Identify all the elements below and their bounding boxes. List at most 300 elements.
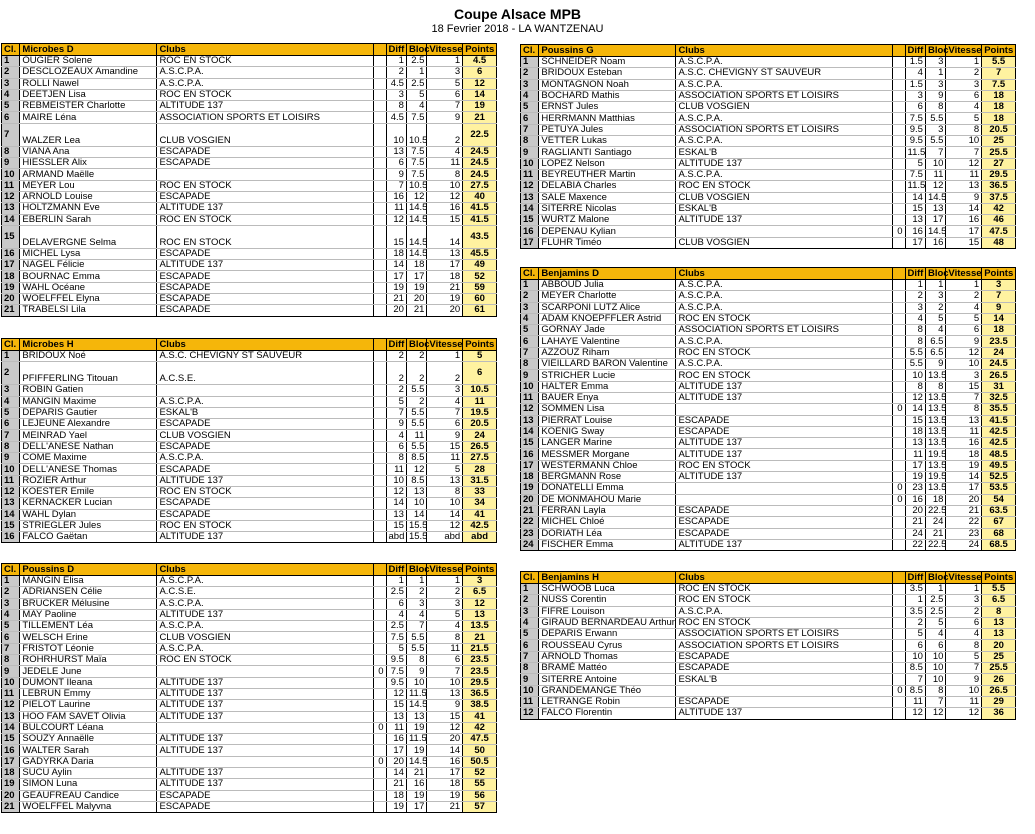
bloc-cell: 2: [406, 396, 426, 407]
col-header-clubs: Clubs: [676, 45, 893, 57]
club-name: ESKAL'B: [676, 203, 893, 214]
extra-cell: [374, 419, 386, 430]
extra-cell: [893, 158, 905, 169]
vitesse-cell: 20: [427, 305, 463, 316]
table-row: [2, 632, 497, 643]
athlete-name: EBERLIN Sarah: [20, 214, 157, 225]
athlete-name: SITERRE Antoine: [539, 674, 676, 685]
extra-cell: [374, 779, 386, 790]
points-cell: 61: [463, 305, 497, 316]
club-name: A.S.C.P.A.: [157, 453, 374, 464]
points-cell: 25: [982, 651, 1016, 662]
athlete-name: DEETJEN Lisa: [20, 89, 157, 100]
rank-cell: 7: [2, 430, 20, 441]
table-row: [2, 271, 497, 282]
club-name: [676, 226, 893, 237]
athlete-name: STRICHER Lucie: [539, 370, 676, 381]
col-header-blank: [374, 44, 386, 56]
vitesse-cell: 23: [946, 528, 982, 539]
vitesse-cell: 9: [946, 336, 982, 347]
extra-cell: [374, 655, 386, 666]
rank-cell: 6: [2, 632, 20, 643]
diff-cell: 2: [905, 291, 925, 302]
extra-cell: [374, 532, 386, 543]
col-header-bloc: Bloc: [406, 44, 426, 56]
diff-cell: 20: [386, 305, 406, 316]
club-name: ROC EN STOCK: [676, 313, 893, 324]
extra-cell: [893, 181, 905, 192]
col-header-blank: [893, 268, 905, 280]
athlete-name: SITERRE Nicolas: [539, 203, 676, 214]
bloc-cell: 7.5: [406, 112, 426, 123]
rank-cell: 18: [2, 768, 20, 779]
extra-cell: [374, 441, 386, 452]
vitesse-cell: 8: [427, 169, 463, 180]
rank-cell: 8: [521, 663, 539, 674]
points-cell: 33: [463, 486, 497, 497]
bloc-cell: 9: [925, 90, 945, 101]
athlete-name: DUMONT Ileana: [20, 677, 157, 688]
extra-cell: [374, 305, 386, 316]
table-row: [521, 57, 1016, 68]
extra-cell: [893, 629, 905, 640]
diff-cell: 4: [386, 609, 406, 620]
diff-cell: 17: [905, 460, 925, 471]
vitesse-cell: 4: [946, 102, 982, 113]
bloc-cell: 5.5: [406, 419, 426, 430]
athlete-name: BRIDOUX Noé: [20, 351, 157, 362]
points-cell: 27: [982, 158, 1016, 169]
athlete-name: NUSS Corentin: [539, 595, 676, 606]
points-cell: 46: [982, 215, 1016, 226]
bloc-cell: 12: [925, 708, 945, 719]
rank-cell: 3: [521, 606, 539, 617]
rank-cell: 17: [521, 237, 539, 248]
table-row: [521, 696, 1016, 707]
diff-cell: 6: [905, 640, 925, 651]
club-name: A.S.C.P.A.: [157, 643, 374, 654]
athlete-name: WAHL Océane: [20, 282, 157, 293]
vitesse-cell: 16: [427, 203, 463, 214]
extra-cell: 0: [893, 685, 905, 696]
extra-cell: [893, 595, 905, 606]
athlete-name: FIFRE Louison: [539, 606, 676, 617]
athlete-name: ADAM KNOEPFFLER Astrid: [539, 313, 676, 324]
col-header-diff: Diff: [386, 44, 406, 56]
rank-cell: 5: [521, 102, 539, 113]
table-row: [521, 136, 1016, 147]
extra-cell: [893, 708, 905, 719]
extra-cell: [893, 426, 905, 437]
table-row: [521, 629, 1016, 640]
club-name: ALTITUDE 137: [157, 700, 374, 711]
vitesse-cell: 14: [946, 472, 982, 483]
diff-cell: 8: [386, 453, 406, 464]
athlete-name: KERNACKER Lucian: [20, 498, 157, 509]
bloc-cell: 5.5: [925, 113, 945, 124]
points-cell: 6.5: [982, 595, 1016, 606]
club-name: ALTITUDE 137: [676, 449, 893, 460]
col-header-points: Points: [982, 572, 1016, 584]
athlete-name: PETUYA Jules: [539, 124, 676, 135]
extra-cell: [893, 237, 905, 248]
vitesse-cell: 20: [427, 734, 463, 745]
col-header-clubs: Clubs: [676, 572, 893, 584]
table-row: [2, 158, 497, 169]
table-row: [2, 801, 497, 812]
athlete-name: FLUHR Timéo: [539, 237, 676, 248]
points-cell: 47.5: [463, 734, 497, 745]
athlete-name: BRIDOUX Esteban: [539, 68, 676, 79]
rank-cell: 16: [2, 248, 20, 259]
extra-cell: [374, 677, 386, 688]
table-row: [2, 419, 497, 430]
category-title: Microbes H: [20, 339, 157, 351]
points-cell: 67: [982, 517, 1016, 528]
athlete-name: MEYER Lou: [20, 180, 157, 191]
athlete-name: AZZOUZ Riham: [539, 347, 676, 358]
club-name: ESCAPADE: [157, 146, 374, 157]
table-row: [2, 677, 497, 688]
table-row: [521, 392, 1016, 403]
athlete-name: COME Maxime: [20, 453, 157, 464]
athlete-name: FALCO Gaëtan: [20, 532, 157, 543]
vitesse-cell: 5: [427, 609, 463, 620]
rank-cell: 2: [521, 595, 539, 606]
club-name: A.S.C.P.A.: [157, 78, 374, 89]
points-cell: 13: [982, 629, 1016, 640]
points-cell: 32.5: [982, 392, 1016, 403]
athlete-name: ROUSSEAU Cyrus: [539, 640, 676, 651]
bloc-cell: 17: [406, 801, 426, 812]
points-cell: 52: [463, 768, 497, 779]
athlete-name: GADYRKA Daria: [20, 756, 157, 767]
bloc-cell: 5.5: [406, 385, 426, 396]
col-header-points: Points: [982, 268, 1016, 280]
page-subtitle: 18 Fevrier 2018 - LA WANTZENAU: [431, 23, 604, 35]
diff-cell: 15: [905, 415, 925, 426]
points-cell: 25.5: [982, 147, 1016, 158]
vitesse-cell: 14: [427, 509, 463, 520]
vitesse-cell: 3: [427, 385, 463, 396]
bloc-cell: 14.5: [406, 756, 426, 767]
bloc-cell: 1: [406, 576, 426, 587]
club-name: [676, 685, 893, 696]
athlete-name: FERRAN Layla: [539, 505, 676, 516]
results-table-poussins-g: [520, 44, 1016, 249]
bloc-cell: 14.5: [406, 248, 426, 259]
diff-cell: 15: [386, 520, 406, 531]
athlete-name: TILLEMENT Léa: [20, 621, 157, 632]
club-name: A.S.C.P.A.: [676, 280, 893, 291]
athlete-name: BRUCKER Mélusine: [20, 598, 157, 609]
diff-cell: 8: [905, 325, 925, 336]
rank-cell: 11: [2, 180, 20, 191]
athlete-name: ROHRHURST Maïa: [20, 655, 157, 666]
bloc-cell: 16: [406, 779, 426, 790]
club-name: A.S.C. CHEVIGNY ST SAUVEUR: [676, 68, 893, 79]
extra-cell: [893, 370, 905, 381]
athlete-name: RAGLIANTI Santiago: [539, 147, 676, 158]
extra-cell: [893, 584, 905, 595]
club-name: ALTITUDE 137: [676, 539, 893, 550]
extra-cell: [374, 112, 386, 123]
athlete-name: KOENIG Sway: [539, 426, 676, 437]
extra-cell: [893, 79, 905, 90]
club-name: ESCAPADE: [157, 498, 374, 509]
points-cell: 36.5: [463, 688, 497, 699]
col-header-points: Points: [463, 339, 497, 351]
rank-cell: 20: [2, 294, 20, 305]
club-name: [676, 404, 893, 415]
points-cell: 41: [463, 711, 497, 722]
club-name: ESCAPADE: [157, 294, 374, 305]
points-cell: 7: [982, 291, 1016, 302]
club-name: CLUB VOSGIEN: [676, 102, 893, 113]
club-name: CLUB VOSGIEN: [676, 192, 893, 203]
table-row: [2, 509, 497, 520]
vitesse-cell: 7: [427, 666, 463, 677]
diff-cell: 9.5: [386, 677, 406, 688]
col-header-vitesse: Vitesse: [427, 44, 463, 56]
athlete-name: ROZIER Arthur: [20, 475, 157, 486]
extra-cell: [374, 362, 386, 385]
bloc-cell: 3: [406, 598, 426, 609]
diff-cell: 11: [386, 722, 406, 733]
table-row: [2, 56, 497, 67]
club-name: ALTITUDE 137: [157, 688, 374, 699]
rank-cell: 10: [2, 464, 20, 475]
vitesse-cell: 1: [427, 351, 463, 362]
diff-cell: 1: [905, 595, 925, 606]
athlete-name: JEDELE June: [20, 666, 157, 677]
athlete-name: DEPENAU Kylian: [539, 226, 676, 237]
vitesse-cell: 18: [946, 449, 982, 460]
rank-cell: 7: [2, 123, 20, 146]
points-cell: 24.5: [982, 359, 1016, 370]
points-cell: 29.5: [982, 169, 1016, 180]
club-name: ESCAPADE: [157, 790, 374, 801]
extra-cell: [374, 430, 386, 441]
col-header-diff: Diff: [905, 572, 925, 584]
diff-cell: 7.5: [905, 169, 925, 180]
diff-cell: 9.5: [905, 136, 925, 147]
col-header-diff: Diff: [905, 45, 925, 57]
athlete-name: VETTER Lukas: [539, 136, 676, 147]
extra-cell: [374, 576, 386, 587]
col-header-diff: Diff: [386, 339, 406, 351]
vitesse-cell: 8: [946, 404, 982, 415]
table-row: [2, 532, 497, 543]
table-row: [521, 215, 1016, 226]
bloc-cell: 10.5: [406, 123, 426, 146]
table-row: [521, 584, 1016, 595]
rank-cell: 11: [521, 392, 539, 403]
table-header-row: [2, 44, 497, 56]
extra-cell: [893, 359, 905, 370]
table-row: [2, 655, 497, 666]
bloc-cell: 22.5: [925, 505, 945, 516]
vitesse-cell: 12: [946, 158, 982, 169]
extra-cell: [374, 700, 386, 711]
category-title: Poussins G: [539, 45, 676, 57]
rank-cell: 7: [521, 651, 539, 662]
rank-cell: 16: [521, 226, 539, 237]
athlete-name: DELL'ANESE Thomas: [20, 464, 157, 475]
bloc-cell: 10: [406, 498, 426, 509]
diff-cell: 5: [905, 629, 925, 640]
extra-cell: [893, 460, 905, 471]
points-cell: 24: [982, 347, 1016, 358]
vitesse-cell: abd: [427, 532, 463, 543]
athlete-name: MEINRAD Yael: [20, 430, 157, 441]
points-cell: 42: [463, 722, 497, 733]
vitesse-cell: 14: [427, 745, 463, 756]
rank-cell: 9: [2, 453, 20, 464]
table-row: [2, 101, 497, 112]
athlete-name: WURTZ Malone: [539, 215, 676, 226]
rank-cell: 18: [2, 271, 20, 282]
club-name: A.S.C.P.A.: [676, 302, 893, 313]
rank-cell: 15: [2, 520, 20, 531]
diff-cell: 9.5: [386, 655, 406, 666]
club-name: A.S.C.P.A.: [676, 57, 893, 68]
diff-cell: 1: [386, 56, 406, 67]
bloc-cell: 7.5: [406, 169, 426, 180]
table-row: [521, 237, 1016, 248]
rank-cell: 4: [521, 313, 539, 324]
table-row: [521, 539, 1016, 550]
athlete-name: WOELFFEL Elyna: [20, 294, 157, 305]
bloc-cell: 21: [406, 768, 426, 779]
points-cell: 11: [463, 396, 497, 407]
extra-cell: [374, 587, 386, 598]
diff-cell: 12: [386, 214, 406, 225]
vitesse-cell: 17: [427, 768, 463, 779]
bloc-cell: 9: [406, 666, 426, 677]
col-header-rank: Cl.: [2, 44, 20, 56]
diff-cell: 12: [905, 392, 925, 403]
table-row: [521, 147, 1016, 158]
athlete-name: SUCU Aylin: [20, 768, 157, 779]
extra-cell: 0: [893, 494, 905, 505]
club-name: [676, 494, 893, 505]
table-row: [2, 688, 497, 699]
athlete-name: HOLTZMANN Eve: [20, 203, 157, 214]
diff-cell: 2: [905, 617, 925, 628]
table-row: [2, 430, 497, 441]
results-table-benjamins-h: [520, 571, 1016, 720]
vitesse-cell: 13: [427, 475, 463, 486]
bloc-cell: 10: [406, 677, 426, 688]
club-name: ESCAPADE: [157, 191, 374, 202]
vitesse-cell: 9: [946, 192, 982, 203]
points-cell: 49: [463, 260, 497, 271]
rank-cell: 13: [2, 498, 20, 509]
extra-cell: [374, 260, 386, 271]
diff-cell: 12: [386, 486, 406, 497]
extra-cell: [374, 56, 386, 67]
table-row: [521, 404, 1016, 415]
club-name: A.S.C.P.A.: [157, 396, 374, 407]
bloc-cell: 6: [925, 640, 945, 651]
club-name: ASSOCIATION SPORTS ET LOISIRS: [676, 629, 893, 640]
diff-cell: 10: [905, 370, 925, 381]
vitesse-cell: 1: [946, 584, 982, 595]
club-name: ESCAPADE: [157, 464, 374, 475]
extra-cell: [893, 169, 905, 180]
diff-cell: 4.5: [386, 112, 406, 123]
vitesse-cell: 13: [427, 248, 463, 259]
athlete-name: BAUER Enya: [539, 392, 676, 403]
club-name: ESCAPADE: [157, 509, 374, 520]
vitesse-cell: 7: [427, 407, 463, 418]
points-cell: 18: [982, 102, 1016, 113]
extra-cell: [893, 438, 905, 449]
bloc-cell: 10.5: [406, 180, 426, 191]
vitesse-cell: 11: [946, 169, 982, 180]
rank-cell: 20: [521, 494, 539, 505]
vitesse-cell: 5: [427, 464, 463, 475]
points-cell: 21: [463, 632, 497, 643]
rank-cell: 2: [521, 68, 539, 79]
extra-cell: [893, 472, 905, 483]
table-row: [2, 643, 497, 654]
diff-cell: 6: [386, 598, 406, 609]
col-header-blank: [893, 572, 905, 584]
diff-cell: 16: [905, 226, 925, 237]
rank-cell: 10: [2, 677, 20, 688]
bloc-cell: 14.5: [406, 700, 426, 711]
table-header-row: [521, 268, 1016, 280]
table-row: [2, 396, 497, 407]
diff-cell: 10: [386, 475, 406, 486]
table-row: [521, 102, 1016, 113]
extra-cell: [374, 453, 386, 464]
bloc-cell: 13.5: [925, 483, 945, 494]
athlete-name: STRIEGLER Jules: [20, 520, 157, 531]
vitesse-cell: 22: [946, 517, 982, 528]
bloc-cell: 22.5: [925, 539, 945, 550]
vitesse-cell: 21: [946, 505, 982, 516]
diff-cell: 4: [905, 313, 925, 324]
table-row: [521, 674, 1016, 685]
col-header-blank: [374, 339, 386, 351]
points-cell: 26.5: [982, 370, 1016, 381]
club-name: ALTITUDE 137: [157, 745, 374, 756]
bloc-cell: 21: [406, 305, 426, 316]
athlete-name: MESSMER Morgane: [539, 449, 676, 460]
club-name: ROC EN STOCK: [157, 520, 374, 531]
rank-cell: 9: [2, 158, 20, 169]
rank-cell: 6: [521, 336, 539, 347]
extra-cell: [893, 102, 905, 113]
table-row: [2, 745, 497, 756]
extra-cell: [374, 609, 386, 620]
points-cell: 59: [463, 282, 497, 293]
diff-cell: 17: [386, 745, 406, 756]
rank-cell: 4: [521, 90, 539, 101]
points-cell: 28: [463, 464, 497, 475]
vitesse-cell: 19: [427, 790, 463, 801]
table-row: [2, 362, 497, 385]
rank-cell: 1: [2, 351, 20, 362]
bloc-cell: 5.5: [406, 407, 426, 418]
club-name: A.S.C.P.A.: [676, 359, 893, 370]
rank-cell: 3: [521, 79, 539, 90]
points-cell: 42.5: [982, 426, 1016, 437]
diff-cell: 6: [386, 158, 406, 169]
